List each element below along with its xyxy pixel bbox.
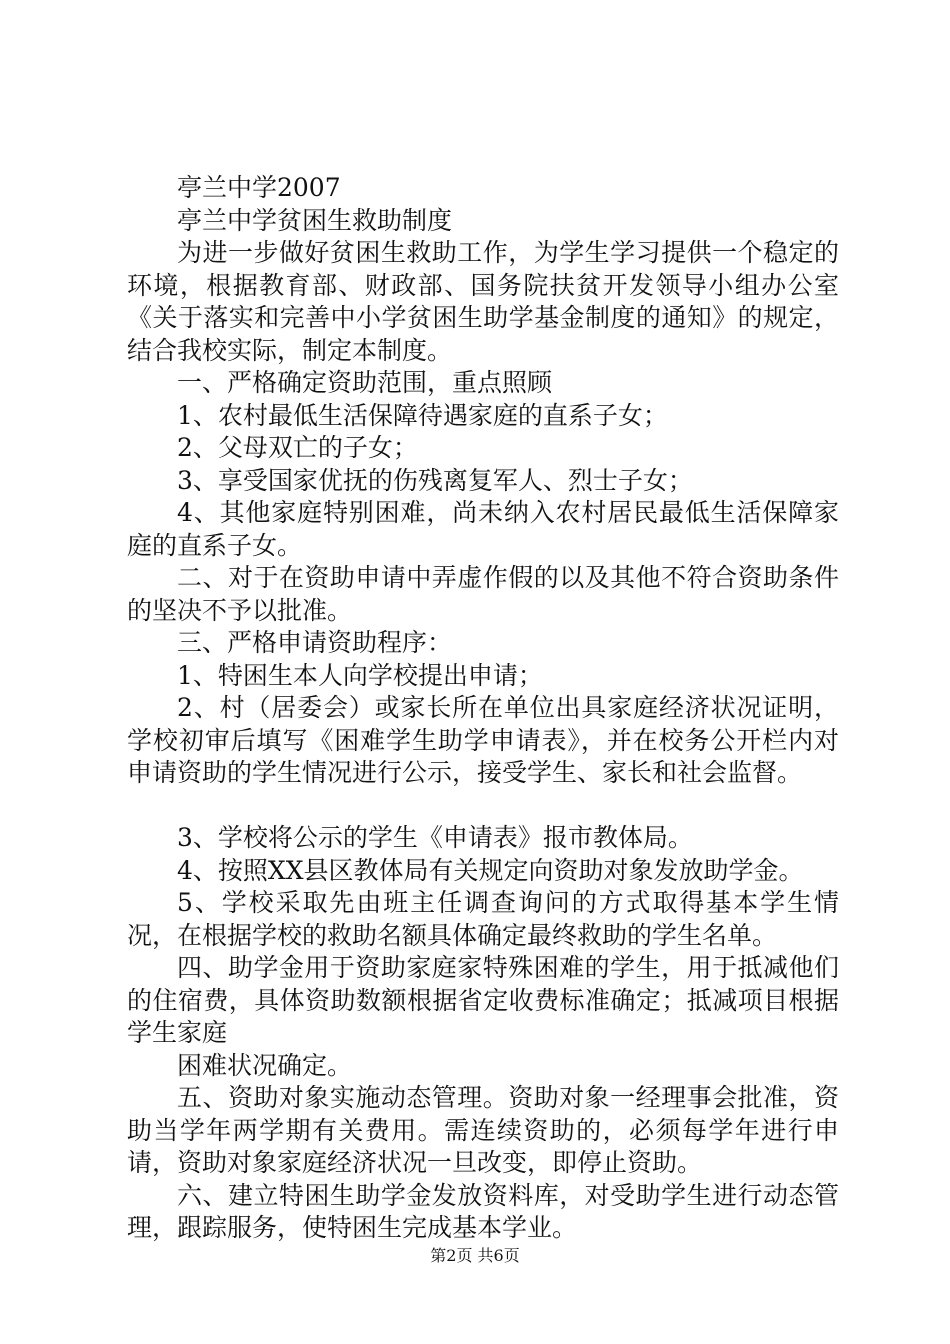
section-3-item-2: 2、村（居委会）或家长所在单位出具家庭经济状况证明，学校初审后填写《困难学生助学申请表》，并在校务公开栏内对申请资助的学生情况进行公示，接受学生、家长和社会监督。 (127, 693, 839, 787)
section-1-item-3: 3、享受国家优抚的伤残离复军人、烈士子女； (177, 465, 693, 495)
section-3-item-3: 3、学校将公示的学生《申请表》报市教体局。 (177, 823, 693, 852)
doc-header-line: 亭兰中学2007 (177, 173, 341, 202)
section-4-paragraph: 四、助学金用于资助家庭家特殊困难的学生，用于抵减他们的住宿费，具体资助数额根据省定收费标准确定；抵减项目根据学生家庭 (127, 953, 839, 1047)
section-2-paragraph: 二、对于在资助申请中弄虚作假的以及其他不符合资助条件的坚决不予以批准。 (127, 563, 839, 625)
section-3-item-4: 4、按照XX县区教体局有关规定向资助对象发放助学金。 (177, 855, 804, 885)
section-4-continuation: 困难状况确定。 (177, 1050, 353, 1080)
section-1-item-1: 1、农村最低生活保障待遇家庭的直系子女； (177, 400, 668, 430)
section-3-item-5: 5、学校采取先由班主任调查询问的方式取得基本学生情况，在根据学校的救助名额具体确定最终救助的学生名单。 (127, 888, 839, 950)
section-5-paragraph: 五、资助对象实施动态管理。资助对象一经理事会批准，资助当学年两学期有关费用。需连续资助的，必须每学年进行申请，资助对象家庭经济状况一旦改变，即停止资助。 (127, 1083, 839, 1177)
section-1-item-2: 2、父母双亡的子女； (177, 433, 418, 462)
section-1-item-4: 4、其他家庭特别困难，尚未纳入农村居民最低生活保障家庭的直系子女。 (127, 498, 839, 560)
section-3-heading: 三、严格申请资助程序： (177, 628, 453, 657)
section-6-paragraph: 六、建立特困生助学金发放资料库，对受助学生进行动态管理，跟踪服务，使特困生完成基本学业。 (127, 1180, 839, 1242)
blank-line (127, 790, 839, 823)
document-body (127, 172, 839, 1245)
intro-paragraph: 为进一步做好贫困生救助工作，为学生学习提供一个稳定的环境，根据教育部、财政部、国务院扶贫开发领导小组办公室《关于落实和完善中小学贫困生助学基金制度的通知》的规定，结合我校实际，制定本制度。 (127, 238, 839, 365)
doc-title: 亭兰中学贫困生救助制度 (177, 205, 453, 235)
page-number-footer: 第2页 共6页 (430, 1246, 520, 1265)
section-1-heading: 一、严格确定资助范围，重点照顾 (177, 368, 553, 397)
section-3-item-1: 1、特困生本人向学校提出申请； (177, 660, 543, 690)
